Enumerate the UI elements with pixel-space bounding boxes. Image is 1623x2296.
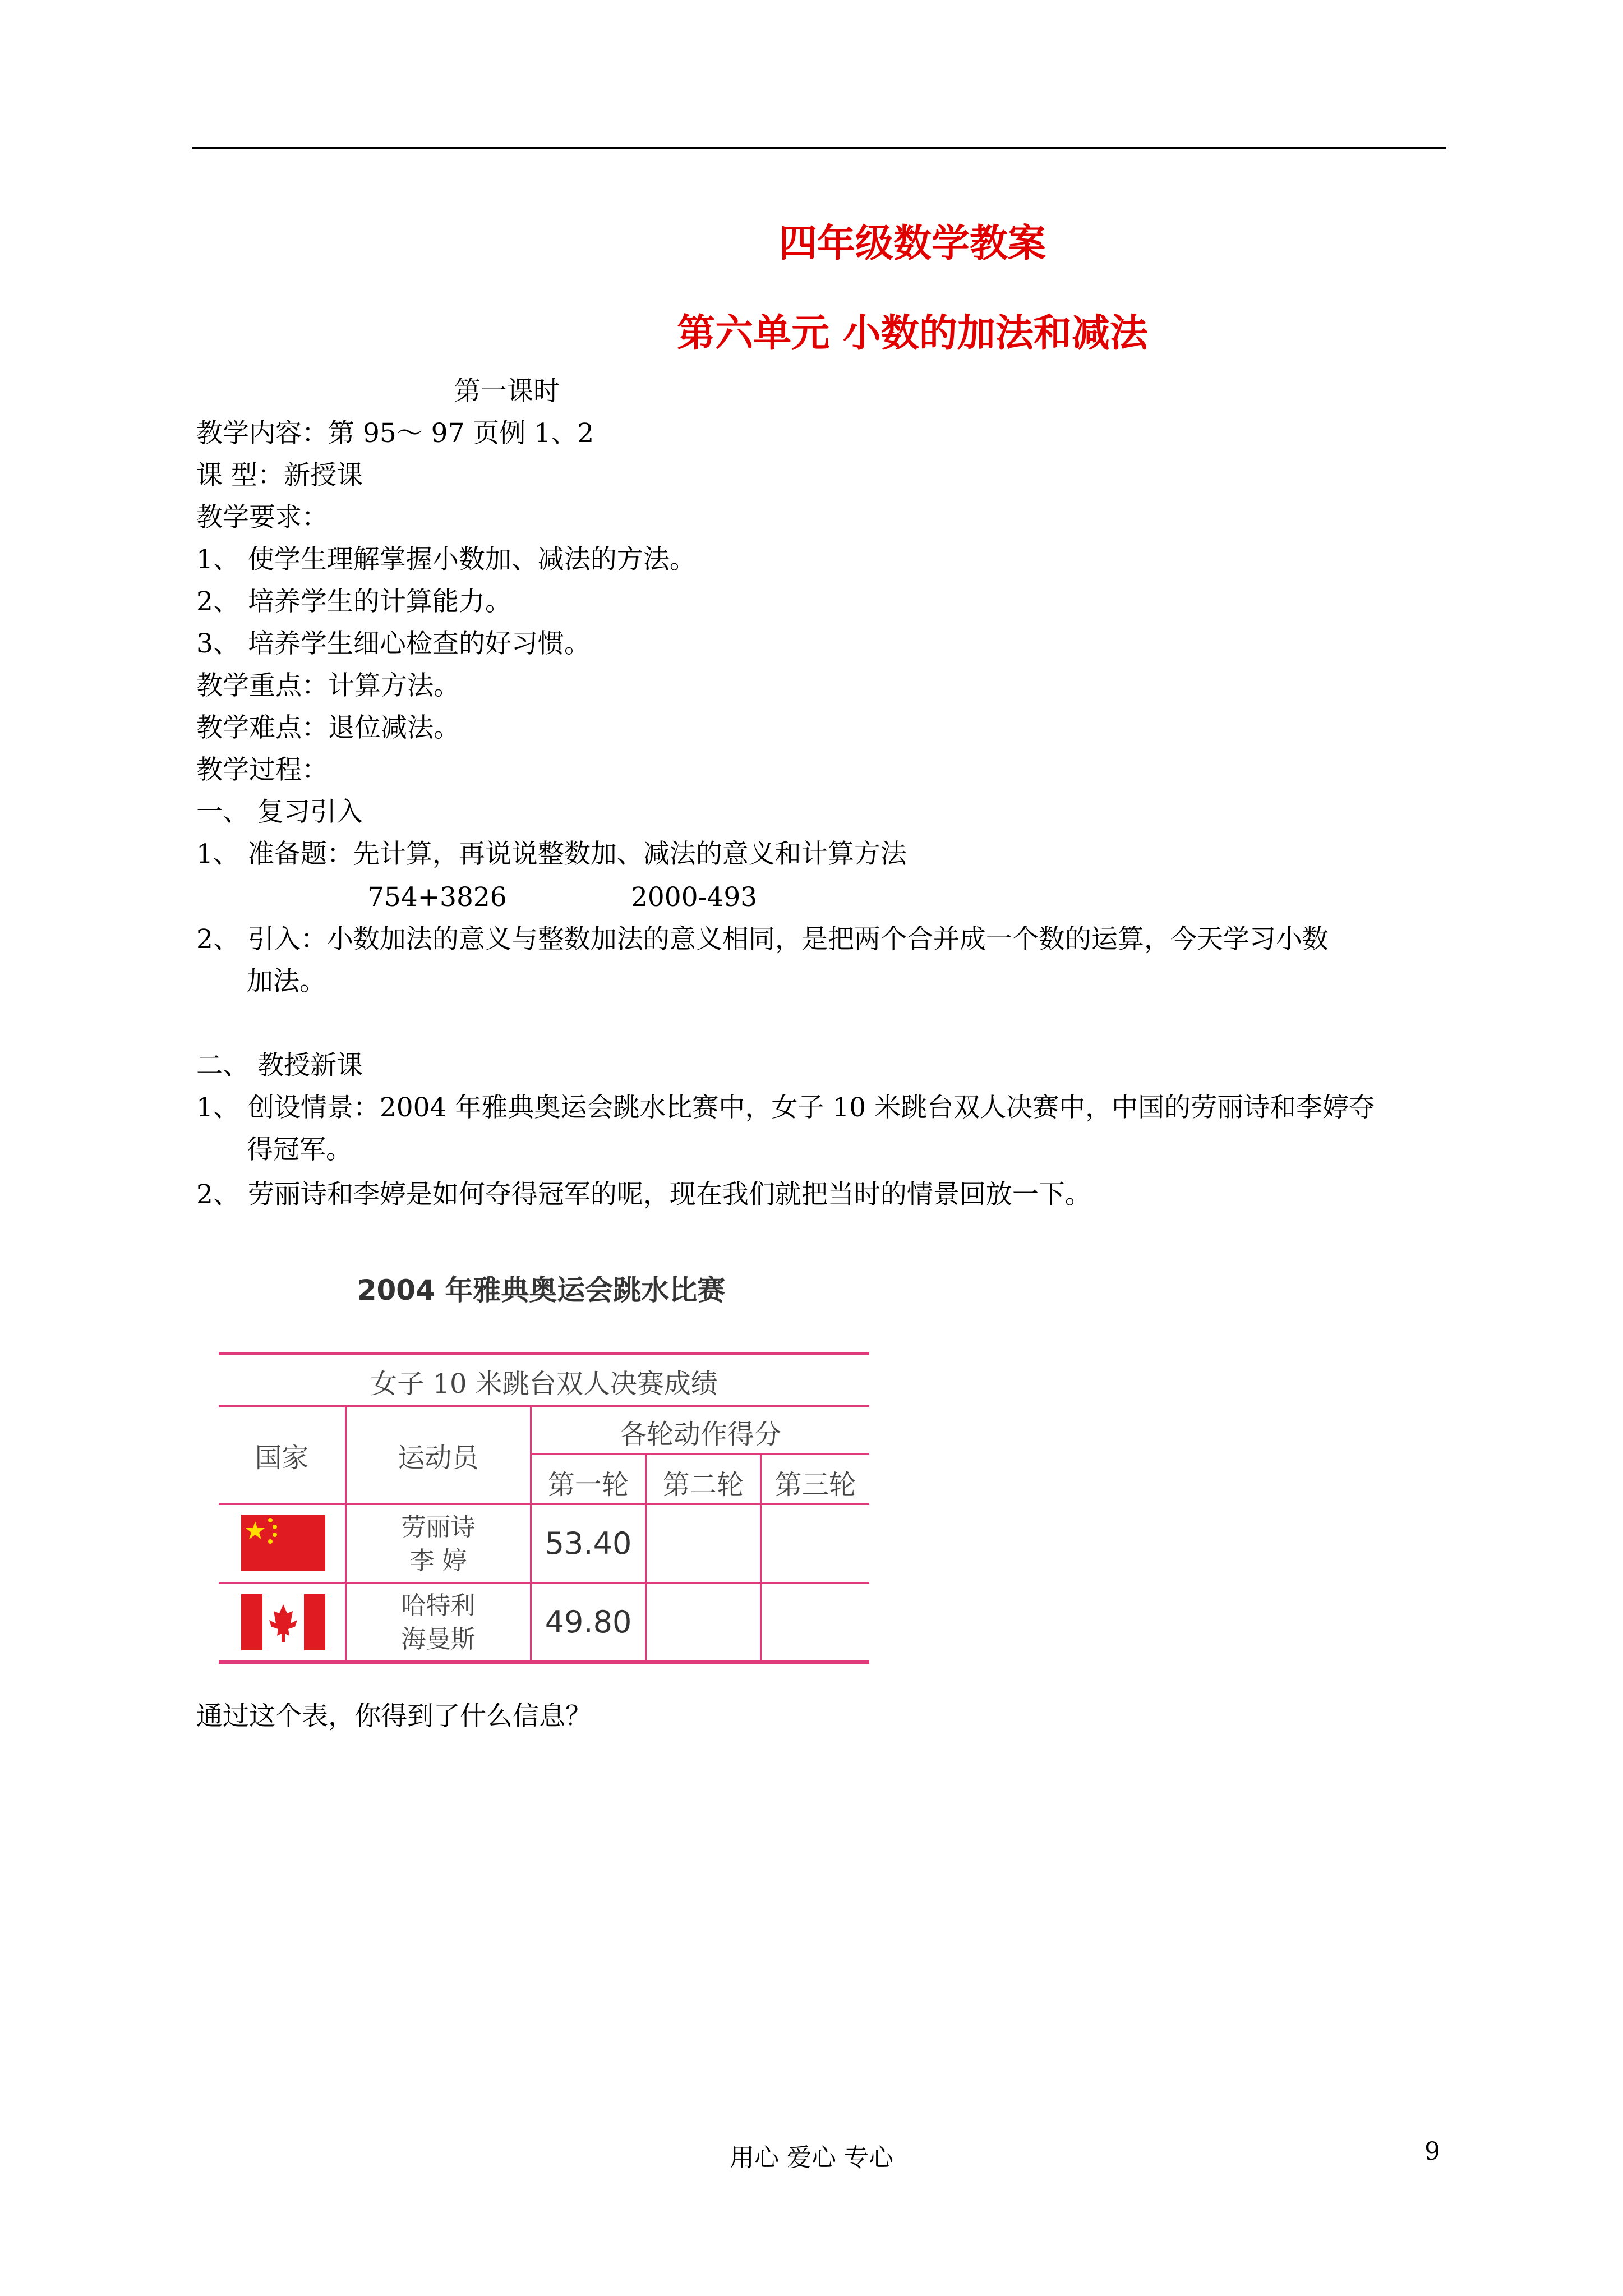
table-rule [219,1503,869,1505]
table-rule [219,1352,869,1355]
unit-title: 第六单元 小数的加法和减法 [677,311,1148,356]
text-line: 1、 使学生理解掌握小数加、减法的方法。 [196,544,696,575]
score-cell: 49.80 [545,1604,632,1640]
china-flag-icon [241,1515,325,1571]
question-text: 通过这个表，你得到了什么信息？ [196,1701,592,1732]
table-rule [219,1582,869,1584]
page-number: 9 [1424,2137,1440,2166]
text-line: 2、 引入：小数加法的意义与整数加法的意义相同，是把两个合并成一个数的运算，今天学习小数 [196,924,1329,955]
table-subtitle: 女子 10 米跳台双人决赛成绩 [370,1368,718,1400]
table-rule [219,1660,869,1664]
results-table [219,1352,869,1666]
text-line: 教学难点：退位减法。 [196,712,460,743]
equation: 2000-493 [631,882,758,913]
text-line: 课 型：新授课 [196,460,363,491]
text-line: 教学过程： [196,754,328,785]
text-line: 得冠军。 [247,1134,352,1165]
round-header: 第一轮 [547,1469,629,1501]
round-header: 第二轮 [662,1469,744,1501]
round-header: 第三轮 [774,1469,856,1501]
column-header-scores: 各轮动作得分 [619,1419,781,1450]
athlete-name: 劳丽诗 [401,1513,476,1542]
text-line: 教学重点：计算方法。 [196,670,460,701]
text-line: 3、 培养学生细心检查的好习惯。 [196,628,591,659]
column-header-country: 国家 [255,1442,309,1474]
table-rule [530,1453,869,1455]
text-line: 2、 劳丽诗和李婷是如何夺得冠军的呢，现在我们就把当时的情景回放一下。 [196,1179,1091,1210]
text-line: 1、 创设情景：2004 年雅典奥运会跳水比赛中，女子 10 米跳台双人决赛中，中国的劳丽诗和李婷夺 [196,1092,1376,1123]
table-title: 2004 年雅典奥运会跳水比赛 [357,1274,726,1306]
table-rule [219,1405,869,1407]
header-rule [192,147,1446,149]
athlete-name: 哈特利 [401,1591,476,1620]
athlete-name: 海曼斯 [401,1625,476,1654]
section-heading: 二、 教授新课 [196,1050,363,1081]
score-cell: 53.40 [545,1526,632,1561]
text-line: 教学内容：第 95～ 97 页例 1、2 [196,418,594,449]
text-line: 1、 准备题：先计算，再说说整数加、减法的意义和计算方法 [196,839,907,869]
text-line: 2、 培养学生的计算能力。 [196,586,511,617]
canada-flag-icon [241,1594,325,1650]
text-line: 加法。 [247,966,326,997]
lesson-label: 第一课时 [454,376,560,407]
column-header-athletes: 运动员 [398,1442,479,1474]
document-heading: 四年级数学教案 [778,222,1046,266]
athlete-name: 李 婷 [409,1547,467,1575]
text-line: 教学要求： [196,502,328,533]
page-footer: 用心 爱心 专心 [730,2143,893,2172]
results-table-figure [213,1268,880,1672]
text-line: 一、 复习引入 [196,797,363,827]
equation: 754+3826 [367,882,507,913]
